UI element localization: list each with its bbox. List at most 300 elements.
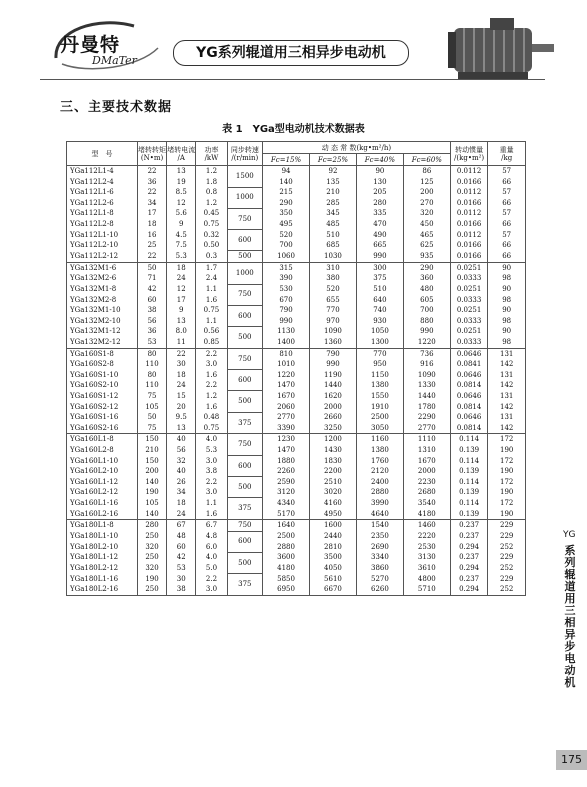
model-cell: YGa160S1-16 [67, 412, 138, 423]
fc25-cell: 92 [310, 166, 357, 177]
weight-cell: 66 [488, 240, 526, 251]
current-cell: 11 [167, 337, 196, 348]
fc40-cell: 90 [356, 166, 403, 177]
weight-cell: 229 [488, 520, 526, 532]
current-cell: 13 [167, 166, 196, 177]
torque-cell: 50 [137, 262, 166, 273]
power-cell: 3.0 [196, 487, 227, 498]
power-cell: 1.1 [196, 316, 227, 327]
table-row [67, 305, 526, 316]
fc60-cell: 736 [403, 348, 450, 359]
fc15-cell: 1060 [263, 251, 310, 263]
power-cell: 6.0 [196, 542, 227, 553]
fc40-cell: 3340 [356, 552, 403, 563]
table-row [67, 423, 526, 434]
current-cell: 17 [167, 295, 196, 306]
fc60-cell: 290 [403, 262, 450, 273]
current-cell: 48 [167, 531, 196, 542]
power-cell: 1.6 [196, 509, 227, 520]
fc40-cell: 930 [356, 316, 403, 327]
fc15-cell: 2590 [263, 477, 310, 488]
fc25-cell: 2000 [310, 402, 357, 413]
current-cell: 30 [167, 574, 196, 585]
fc25-cell: 1030 [310, 251, 357, 263]
weight-cell: 142 [488, 359, 526, 370]
fc25-cell: 1440 [310, 380, 357, 391]
power-cell: 3.8 [196, 466, 227, 477]
fc15-cell: 315 [263, 262, 310, 273]
fc40-cell: 1550 [356, 391, 403, 402]
current-cell: 7.5 [167, 240, 196, 251]
speed-cell: 600 [227, 370, 262, 391]
fc60-cell: 605 [403, 295, 450, 306]
weight-cell: 98 [488, 273, 526, 284]
speed-cell: 375 [227, 412, 262, 434]
fc60-cell: 4800 [403, 574, 450, 585]
fc60-cell: 320 [403, 208, 450, 219]
weight-cell: 142 [488, 380, 526, 391]
speed-cell: 500 [227, 391, 262, 412]
speed-cell: 600 [227, 230, 262, 251]
table-row [67, 262, 526, 273]
torque-cell: 210 [137, 445, 166, 456]
power-cell: 2.2 [196, 380, 227, 391]
fc60-cell: 450 [403, 219, 450, 230]
table-row [67, 359, 526, 370]
fc15-cell: 3390 [263, 423, 310, 434]
table-row [67, 187, 526, 198]
speed-cell: 375 [227, 574, 262, 596]
fc40-cell: 2880 [356, 487, 403, 498]
header-dynamic: 动 态 常 数(kg•m²/h) [263, 142, 451, 154]
fc25-cell: 2510 [310, 477, 357, 488]
speed-cell: 600 [227, 305, 262, 326]
fc40-cell: 6260 [356, 584, 403, 595]
fc25-cell: 2810 [310, 542, 357, 553]
table-row [67, 412, 526, 423]
power-cell: 0.56 [196, 326, 227, 337]
power-cell: 5.3 [196, 445, 227, 456]
fc60-cell: 5710 [403, 584, 450, 595]
torque-cell: 110 [137, 359, 166, 370]
model-cell: YGa132M2-12 [67, 337, 138, 348]
power-cell: 1.6 [196, 370, 227, 381]
model-cell: YGa112L2-6 [67, 198, 138, 209]
model-cell: YGa132M2-10 [67, 316, 138, 327]
model-cell: YGa112L1-6 [67, 187, 138, 198]
speed-cell: 500 [227, 251, 262, 263]
current-cell: 60 [167, 542, 196, 553]
power-cell: 0.50 [196, 240, 227, 251]
current-cell: 18 [167, 262, 196, 273]
technical-data-table [66, 141, 526, 596]
torque-cell: 320 [137, 563, 166, 574]
weight-cell: 90 [488, 305, 526, 316]
current-cell: 15 [167, 391, 196, 402]
inertia-cell: 0.0841 [450, 359, 488, 370]
side-tab-char: 动 [564, 664, 576, 677]
current-cell: 42 [167, 552, 196, 563]
current-cell: 5.3 [167, 251, 196, 263]
side-tab-char: 用 [564, 592, 576, 605]
fc15-cell: 5170 [263, 509, 310, 520]
weight-cell: 90 [488, 284, 526, 295]
torque-cell: 34 [137, 198, 166, 209]
fc15-cell: 3600 [263, 552, 310, 563]
fc15-cell: 1220 [263, 370, 310, 381]
weight-cell: 172 [488, 498, 526, 509]
fc60-cell: 1330 [403, 380, 450, 391]
fc15-cell: 215 [263, 187, 310, 198]
torque-cell: 110 [137, 380, 166, 391]
fc25-cell: 790 [310, 348, 357, 359]
torque-cell: 150 [137, 434, 166, 445]
inertia-cell: 0.114 [450, 456, 488, 467]
current-cell: 9 [167, 219, 196, 230]
inertia-cell: 0.237 [450, 531, 488, 542]
power-cell: 3.0 [196, 359, 227, 370]
logo-text-cn: 丹曼特 [60, 34, 121, 56]
fc25-cell: 1430 [310, 445, 357, 456]
fc40-cell: 770 [356, 348, 403, 359]
model-cell: YGa112L1-10 [67, 230, 138, 241]
model-cell: YGa112L2-4 [67, 177, 138, 188]
fc25-cell: 685 [310, 240, 357, 251]
weight-cell: 90 [488, 326, 526, 337]
fc40-cell: 470 [356, 219, 403, 230]
current-cell: 18 [167, 370, 196, 381]
table-row [67, 230, 526, 241]
table-row [67, 337, 526, 348]
side-tab-text [564, 545, 576, 689]
fc60-cell: 2770 [403, 423, 450, 434]
table-row [67, 198, 526, 209]
inertia-cell: 0.0814 [450, 402, 488, 413]
weight-cell: 252 [488, 563, 526, 574]
speed-cell: 600 [227, 531, 262, 552]
table-row [67, 477, 526, 488]
model-cell: YGa160L1-8 [67, 434, 138, 445]
current-cell: 12 [167, 284, 196, 295]
fc25-cell: 1190 [310, 370, 357, 381]
side-tab-char: 步 [564, 640, 576, 653]
fc60-cell: 1460 [403, 520, 450, 532]
current-cell: 13 [167, 316, 196, 327]
current-cell: 20 [167, 402, 196, 413]
fc60-cell: 935 [403, 251, 450, 263]
inertia-cell: 0.0251 [450, 284, 488, 295]
current-cell: 4.5 [167, 230, 196, 241]
model-cell: YGa112L2-10 [67, 240, 138, 251]
fc25-cell: 2660 [310, 412, 357, 423]
model-cell: YGa180L1-8 [67, 520, 138, 532]
current-cell: 67 [167, 520, 196, 532]
model-cell: YGa112L2-12 [67, 251, 138, 263]
fc25-cell: 655 [310, 295, 357, 306]
current-cell: 18 [167, 498, 196, 509]
inertia-cell: 0.0646 [450, 348, 488, 359]
inertia-cell: 0.114 [450, 477, 488, 488]
speed-cell: 1000 [227, 187, 262, 208]
fc60-cell: 465 [403, 230, 450, 241]
weight-cell: 252 [488, 584, 526, 595]
weight-cell: 90 [488, 262, 526, 273]
inertia-cell: 0.0814 [450, 423, 488, 434]
model-cell: YGa160S2-10 [67, 380, 138, 391]
fc40-cell: 1540 [356, 520, 403, 532]
table-row [67, 380, 526, 391]
fc25-cell: 1090 [310, 326, 357, 337]
fc15-cell: 810 [263, 348, 310, 359]
fc25-cell: 1830 [310, 456, 357, 467]
torque-cell: 105 [137, 498, 166, 509]
fc40-cell: 1380 [356, 380, 403, 391]
table-row [67, 466, 526, 477]
header-fc60: Fc=60% [403, 154, 450, 166]
fc15-cell: 1880 [263, 456, 310, 467]
fc40-cell: 990 [356, 251, 403, 263]
model-cell: YGa132M2-8 [67, 295, 138, 306]
weight-cell: 190 [488, 466, 526, 477]
power-cell: 1.6 [196, 402, 227, 413]
side-tab-char: 异 [564, 628, 576, 641]
torque-cell: 140 [137, 509, 166, 520]
fc60-cell: 360 [403, 273, 450, 284]
current-cell: 30 [167, 359, 196, 370]
fc40-cell: 2120 [356, 466, 403, 477]
fc25-cell: 3250 [310, 423, 357, 434]
fc40-cell: 510 [356, 284, 403, 295]
model-cell: YGa160S1-10 [67, 370, 138, 381]
table-row [67, 326, 526, 337]
torque-cell: 18 [137, 219, 166, 230]
fc25-cell: 310 [310, 262, 357, 273]
current-cell: 8.0 [167, 326, 196, 337]
model-cell: YGa180L2-16 [67, 584, 138, 595]
fc40-cell: 5270 [356, 574, 403, 585]
current-cell: 5.6 [167, 208, 196, 219]
fc40-cell: 1050 [356, 326, 403, 337]
inertia-cell: 0.0251 [450, 326, 488, 337]
weight-cell: 172 [488, 477, 526, 488]
table-row [67, 208, 526, 219]
fc60-cell: 700 [403, 305, 450, 316]
inertia-cell: 0.0112 [450, 230, 488, 241]
weight-cell: 229 [488, 531, 526, 542]
fc60-cell: 990 [403, 326, 450, 337]
model-cell: YGa180L2-10 [67, 542, 138, 553]
weight-cell: 190 [488, 487, 526, 498]
current-cell: 9.5 [167, 412, 196, 423]
fc15-cell: 1230 [263, 434, 310, 445]
header-fc40: Fc=40% [356, 154, 403, 166]
torque-cell: 250 [137, 584, 166, 595]
fc15-cell: 2770 [263, 412, 310, 423]
inertia-cell: 0.294 [450, 584, 488, 595]
side-tab-char: 三 [564, 604, 576, 617]
header-torque: 堵转转矩 (N•m) [137, 142, 166, 166]
fc40-cell: 1300 [356, 337, 403, 348]
fc15-cell: 5850 [263, 574, 310, 585]
inertia-cell: 0.237 [450, 520, 488, 532]
inertia-cell: 0.0166 [450, 219, 488, 230]
side-tab-char: 系 [564, 544, 576, 557]
inertia-cell: 0.0166 [450, 240, 488, 251]
current-cell: 34 [167, 487, 196, 498]
fc40-cell: 950 [356, 359, 403, 370]
model-cell: YGa132M1-8 [67, 284, 138, 295]
inertia-cell: 0.0333 [450, 316, 488, 327]
inertia-cell: 0.0333 [450, 295, 488, 306]
current-cell: 19 [167, 177, 196, 188]
model-cell: YGa180L1-16 [67, 574, 138, 585]
torque-cell: 150 [137, 456, 166, 467]
weight-cell: 142 [488, 423, 526, 434]
model-cell: YGa160S1-8 [67, 348, 138, 359]
torque-cell: 320 [137, 542, 166, 553]
model-cell: YGa132M1-10 [67, 305, 138, 316]
table-row [67, 509, 526, 520]
fc60-cell: 1310 [403, 445, 450, 456]
model-cell: YGa180L2-12 [67, 563, 138, 574]
power-cell: 0.48 [196, 412, 227, 423]
fc25-cell: 380 [310, 273, 357, 284]
power-cell: 4.8 [196, 531, 227, 542]
weight-cell: 229 [488, 574, 526, 585]
fc60-cell: 1220 [403, 337, 450, 348]
fc15-cell: 1470 [263, 380, 310, 391]
speed-cell: 1000 [227, 262, 262, 284]
table-row [67, 487, 526, 498]
weight-cell: 57 [488, 230, 526, 241]
page-title: YG系列辊道用三相异步电动机 [173, 40, 409, 66]
weight-cell: 98 [488, 295, 526, 306]
table-row [67, 370, 526, 381]
power-cell: 1.8 [196, 177, 227, 188]
fc40-cell: 665 [356, 240, 403, 251]
fc25-cell: 5610 [310, 574, 357, 585]
speed-cell: 375 [227, 498, 262, 520]
speed-cell: 500 [227, 552, 262, 573]
weight-cell: 252 [488, 542, 526, 553]
section-heading: 三、主要技术数据 [60, 100, 173, 115]
model-cell: YGa160L2-10 [67, 466, 138, 477]
current-cell: 24 [167, 509, 196, 520]
speed-cell: 750 [227, 520, 262, 532]
inertia-cell: 0.0814 [450, 380, 488, 391]
fc60-cell: 916 [403, 359, 450, 370]
fc40-cell: 300 [356, 262, 403, 273]
fc25-cell: 285 [310, 198, 357, 209]
model-cell: YGa132M1-12 [67, 326, 138, 337]
fc60-cell: 270 [403, 198, 450, 209]
fc40-cell: 375 [356, 273, 403, 284]
side-tab-char: 列 [564, 556, 576, 569]
inertia-cell: 0.0333 [450, 273, 488, 284]
power-cell: 4.0 [196, 552, 227, 563]
torque-cell: 75 [137, 423, 166, 434]
fc40-cell: 2350 [356, 531, 403, 542]
fc25-cell: 3020 [310, 487, 357, 498]
inertia-cell: 0.139 [450, 466, 488, 477]
inertia-cell: 0.0112 [450, 187, 488, 198]
torque-cell: 280 [137, 520, 166, 532]
inertia-cell: 0.0166 [450, 198, 488, 209]
table-row [67, 584, 526, 595]
power-cell: 1.6 [196, 295, 227, 306]
fc15-cell: 530 [263, 284, 310, 295]
torque-cell: 22 [137, 166, 166, 177]
current-cell: 8.5 [167, 187, 196, 198]
power-cell: 1.2 [196, 166, 227, 177]
fc15-cell: 1640 [263, 520, 310, 532]
fc15-cell: 2060 [263, 402, 310, 413]
inertia-cell: 0.114 [450, 498, 488, 509]
table-row [67, 445, 526, 456]
fc15-cell: 4180 [263, 563, 310, 574]
speed-cell: 750 [227, 434, 262, 456]
fc15-cell: 495 [263, 219, 310, 230]
fc60-cell: 2680 [403, 487, 450, 498]
fc60-cell: 880 [403, 316, 450, 327]
fc60-cell: 3540 [403, 498, 450, 509]
fc25-cell: 2440 [310, 531, 357, 542]
current-cell: 24 [167, 273, 196, 284]
model-cell: YGa160L1-16 [67, 498, 138, 509]
speed-cell: 500 [227, 477, 262, 498]
weight-cell: 142 [488, 402, 526, 413]
speed-cell: 750 [227, 284, 262, 305]
fc15-cell: 1670 [263, 391, 310, 402]
current-cell: 22 [167, 348, 196, 359]
model-cell: YGa160S2-8 [67, 359, 138, 370]
inertia-cell: 0.114 [450, 434, 488, 445]
weight-cell: 57 [488, 208, 526, 219]
header-rule [40, 79, 545, 80]
weight-cell: 172 [488, 456, 526, 467]
inertia-cell: 0.0166 [450, 251, 488, 263]
current-cell: 53 [167, 563, 196, 574]
fc15-cell: 1010 [263, 359, 310, 370]
fc60-cell: 2290 [403, 412, 450, 423]
fc40-cell: 640 [356, 295, 403, 306]
torque-cell: 60 [137, 295, 166, 306]
torque-cell: 71 [137, 273, 166, 284]
weight-cell: 57 [488, 166, 526, 177]
header-weight: 重量 /kg [488, 142, 526, 166]
fc60-cell: 625 [403, 240, 450, 251]
inertia-cell: 0.294 [450, 563, 488, 574]
model-cell: YGa180L1-12 [67, 552, 138, 563]
fc40-cell: 280 [356, 198, 403, 209]
table-row [67, 552, 526, 563]
fc25-cell: 3500 [310, 552, 357, 563]
fc25-cell: 970 [310, 316, 357, 327]
power-cell: 4.0 [196, 434, 227, 445]
inertia-cell: 0.237 [450, 574, 488, 585]
fc25-cell: 4160 [310, 498, 357, 509]
power-cell: 1.2 [196, 391, 227, 402]
fc40-cell: 2400 [356, 477, 403, 488]
fc40-cell: 3860 [356, 563, 403, 574]
speed-cell: 600 [227, 456, 262, 477]
fc15-cell: 1470 [263, 445, 310, 456]
header-current: 堵转电流 /A [167, 142, 196, 166]
fc60-cell: 86 [403, 166, 450, 177]
inertia-cell: 0.0646 [450, 391, 488, 402]
header-power: 功率 /kW [196, 142, 227, 166]
fc40-cell: 2690 [356, 542, 403, 553]
